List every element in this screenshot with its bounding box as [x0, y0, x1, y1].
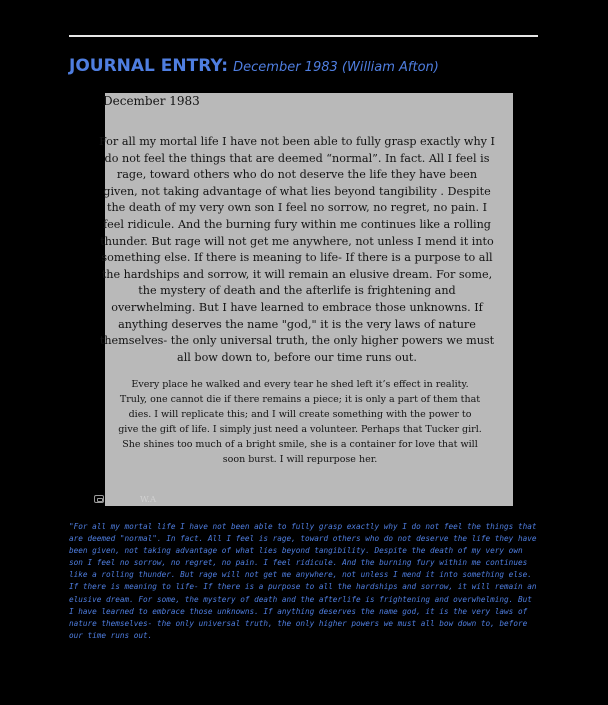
journal-heading-label: JOURNAL ENTRY: — [69, 56, 229, 76]
scan-paragraph-1: For all my mortal life I have not been able to fully grasp exactly why I do not feel the things that are deemed “normal”. In fact. All I feel is rage, toward others who do not deserve the life they have been given, not taking advantage of what lies beyond tangibility . Despite the death of my very own son I feel no sorrow, no regret, no pain. I feel ridicule. And the burning fury within me continues like a rolling thunder. But rage will not get me anywhere, not unless I mend it into something else. If there is meaning to life- If there is a purpose to all the hardships and sorrow, it will remain an elusive dream. For some, the mystery of death and the afterlife is frightening and overwhelming. But I have learned to embrace those unknowns. If anything deserves the name "god," it is the very laws of nature themselves- the only universal truth, the only higher powers we must all bow down to, before our time runs out. — [99, 135, 495, 364]
journal-heading — [69, 56, 439, 76]
camera-icon — [94, 495, 104, 503]
scan-date: December 1983 — [103, 94, 200, 108]
scan-paragraph-2: Every place he walked and every tear he shed left it’s effect in reality. Truly, one cannot die if there remains a piece; it is only a part of them that dies. I will replicate this; and I will create something with the power to give the gift of life. I simply just need a volunteer. Perhaps that Tucker girl. She shines too much of a bright smile, she is a container for love that will soon burst. I will repurpose her. — [118, 379, 482, 465]
journal-transcript: "For all my mortal life I have not been able to fully grasp exactly why I do not feel the things that are deemed "normal". In fact. All I feel is rage, toward others who do not deserve the life they have been given, not taking advantage of what lies beyond tangibility. Despite the death of my very own son I feel no sorrow, no regret, no pain. I feel ridicule. And the burning fury within me continues like a rolling thunder. But rage will not get me anywhere, not unless I mend it into something else. If there is meaning to life- If there is a purpose to all the hardships and sorrow, it will remain an elusive dream. For some, the mystery of death and the afterlife is frightening and overwhelming. But I have learned to embrace those unknowns. If anything deserves the name god, it is the very laws of nature themselves- the only universal truth, the only higher powers we must all bow down to, before our time runs out. — [69, 522, 537, 640]
top-divider — [69, 35, 538, 37]
signature-initials: W.A — [140, 495, 157, 505]
journal-heading-subtitle: December 1983 (William Afton) — [233, 60, 439, 75]
